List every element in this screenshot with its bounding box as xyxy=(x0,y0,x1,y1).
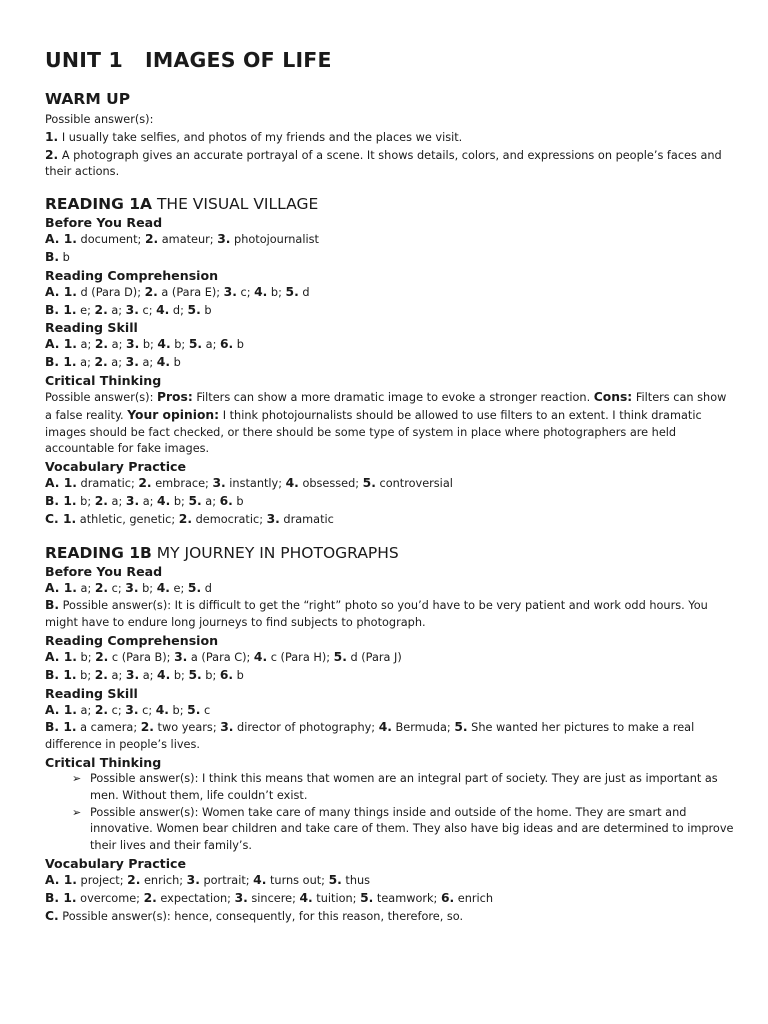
answer-number: A. 1. xyxy=(45,702,77,717)
warm-up-possible: Possible answer(s): xyxy=(45,113,154,126)
answer-number: B. 1. xyxy=(45,355,77,370)
answer-number: 5. xyxy=(187,580,202,595)
answer-number: 3. xyxy=(186,872,200,887)
r1b-skill-b xyxy=(45,719,735,754)
r1b-vocab-a xyxy=(45,872,735,890)
answer-text: a; xyxy=(76,338,95,352)
answer-text: Possible answer(s): hence, consequently, for this reason, therefore, so. xyxy=(58,909,464,923)
item-text: A photograph gives an accurate portrayal of a scene. It shows details, colors, and expressions on people’s faces and their actions. xyxy=(45,148,722,179)
answer-text: teamwork; xyxy=(373,891,441,905)
warm-up-heading: WARM UP xyxy=(45,90,131,108)
r1a-ct-heading: Critical Thinking xyxy=(45,372,162,388)
bullet-text: Possible answer(s): I think this means that women are an integral part of society. They are just as important as men. Without them, life couldn’t exist. xyxy=(90,771,718,802)
answer-number: 4. xyxy=(156,302,170,317)
answer-text: c; xyxy=(138,703,156,717)
r1b-skill-a xyxy=(45,702,735,720)
answer-number: A. 1. xyxy=(45,476,77,491)
answer-number: 3. xyxy=(125,580,139,595)
answer-number: 2. xyxy=(94,355,108,370)
answer-number: 2. xyxy=(138,476,152,491)
r1a-comp-b xyxy=(45,302,735,320)
r1a-vocab-heading: Vocabulary Practice xyxy=(45,459,187,475)
r1a-skill-b xyxy=(45,354,735,372)
answer-number: 5. xyxy=(188,667,202,682)
answer-number: 3. xyxy=(220,720,234,735)
answer-number: 5. xyxy=(333,649,347,664)
answer-number: 2. xyxy=(94,702,109,717)
reading-1a-heading xyxy=(45,194,735,214)
answer-number: 3. xyxy=(126,337,140,352)
answer-number: 4. xyxy=(156,580,170,595)
answer-text: b; xyxy=(201,668,220,682)
answer-text: Possible answer(s): xyxy=(45,390,157,404)
answer-text: project; xyxy=(76,873,128,887)
answer-text: a; xyxy=(108,338,127,352)
unit-title: UNIT 1 IMAGES OF LIFE xyxy=(45,48,332,72)
r1b-skill-heading: Reading Skill xyxy=(45,685,138,701)
r1a-before-heading: Before You Read xyxy=(45,215,163,231)
answer-text: a; xyxy=(107,356,126,370)
answer-text: athletic, genetic; xyxy=(76,512,179,526)
answer-text: overcome; xyxy=(76,891,144,905)
answer-text: b; xyxy=(139,338,158,352)
r1a-ct-paragraph xyxy=(45,389,735,458)
answer-number: 3. xyxy=(212,476,226,491)
answer-number: A. 1. xyxy=(45,649,77,664)
answer-text: d (Para D); xyxy=(76,285,145,299)
answer-number: 6. xyxy=(219,667,234,682)
answer-number: 6. xyxy=(219,493,233,508)
r1a-before-a xyxy=(45,231,735,249)
answer-number: 2. xyxy=(127,872,141,887)
answer-text: document; xyxy=(76,233,145,247)
answer-text: democratic; xyxy=(192,512,267,526)
r1a-before-b xyxy=(45,249,735,267)
answer-number: 5. xyxy=(454,720,468,735)
answer-text: thus xyxy=(341,873,371,887)
item-number: 2. xyxy=(45,147,59,162)
answer-text: Filters can show a more dramatic image to evoke a stronger reaction. xyxy=(192,390,594,404)
answer-text: b; xyxy=(170,668,189,682)
answer-number: 3. xyxy=(125,302,139,317)
list-item xyxy=(72,771,735,805)
answer-number: 2. xyxy=(144,284,158,299)
r1b-comp-heading: Reading Comprehension xyxy=(45,632,219,648)
reading-label: READING 1B xyxy=(45,543,152,562)
r1a-comp-a xyxy=(45,284,735,302)
answer-text: c (Para B); xyxy=(108,650,175,664)
item-text: I usually take selfies, and photos of my friends and the places we visit. xyxy=(58,130,463,144)
answer-text: a; xyxy=(107,303,126,317)
answer-text: a (Para E); xyxy=(157,285,224,299)
answer-text: She wanted her pictures to make a real difference in people’s lives. xyxy=(45,721,695,752)
warm-up-item-2 xyxy=(45,147,735,182)
answer-number: 3. xyxy=(266,511,280,526)
answer-text: b; xyxy=(168,703,188,717)
answer-number: 2. xyxy=(143,890,157,905)
answer-text: dramatic; xyxy=(76,477,139,491)
answer-number: 5. xyxy=(187,302,201,317)
answer-number: 6. xyxy=(219,337,234,352)
warm-up-item-1 xyxy=(45,129,735,147)
answer-text: d xyxy=(201,581,212,595)
answer-number: 3. xyxy=(125,702,139,717)
answer-text: b xyxy=(200,303,212,317)
answer-number: 4. xyxy=(155,702,169,717)
answer-text: a; xyxy=(107,494,126,508)
answer-text: instantly; xyxy=(225,477,286,491)
answer-number: A. 1. xyxy=(45,284,77,299)
answer-text: director of photography; xyxy=(233,721,379,735)
answer-number: B. 1. xyxy=(45,720,77,735)
answer-number: 4. xyxy=(157,493,171,508)
reading-label: READING 1A xyxy=(45,195,153,214)
answer-text: b; xyxy=(170,494,189,508)
answer-number: A. 1. xyxy=(45,337,77,352)
answer-text: embrace; xyxy=(151,477,213,491)
answer-text: e; xyxy=(76,303,95,317)
answer-text: c; xyxy=(236,285,255,299)
answer-text: c; xyxy=(108,703,126,717)
answer-text: amateur; xyxy=(158,233,218,247)
answer-number: 3. xyxy=(125,355,139,370)
answer-number: 4. xyxy=(253,649,268,664)
answer-number: 5. xyxy=(285,284,299,299)
answer-number: 2. xyxy=(94,667,108,682)
bullet-text: Possible answer(s): Women take care of many things inside and outside of the home. They are smart and innovative. Women bear children and take care of them. They also have big ideas and are determined to improve their lives and their family’s. xyxy=(90,805,734,853)
r1b-before-a xyxy=(45,580,735,598)
answer-number: B. xyxy=(45,598,60,613)
answer-number: 4. xyxy=(253,872,267,887)
r1a-vocab-b xyxy=(45,493,735,511)
answer-number: 5. xyxy=(360,890,374,905)
answer-text: d (Para J) xyxy=(346,650,402,664)
answer-text: portrait; xyxy=(199,873,254,887)
answer-text: b xyxy=(232,494,244,508)
answer-text: turns out; xyxy=(266,873,329,887)
answer-number: 5. xyxy=(187,702,201,717)
answer-number: 3. xyxy=(223,284,237,299)
r1a-vocab-a xyxy=(45,475,735,493)
reading-1b-heading xyxy=(45,543,735,563)
r1b-comp-b xyxy=(45,667,735,685)
answer-number: B. xyxy=(45,249,60,264)
answer-number: 5. xyxy=(188,493,202,508)
answer-number: Pros: xyxy=(156,389,193,404)
answer-text: b xyxy=(170,356,181,370)
answer-number: 2. xyxy=(94,580,109,595)
r1b-before-b xyxy=(45,597,735,632)
r1b-vocab-c xyxy=(45,908,735,926)
answer-number: 4. xyxy=(299,890,313,905)
answer-number: 2. xyxy=(94,493,108,508)
answer-number: 2. xyxy=(144,232,159,247)
answer-number: 3. xyxy=(125,667,140,682)
answer-number: 3. xyxy=(217,232,231,247)
answer-number: 4. xyxy=(285,476,299,491)
answer-text: controversial xyxy=(375,477,453,491)
answer-text: b; xyxy=(76,668,95,682)
answer-text: a; xyxy=(139,668,158,682)
answer-text: c; xyxy=(138,303,157,317)
answer-number: 3. xyxy=(234,890,248,905)
answer-text: b; xyxy=(76,494,95,508)
answer-text: c (Para H); xyxy=(267,650,334,664)
answer-number: B. 1. xyxy=(45,890,77,905)
r1b-ct-heading: Critical Thinking xyxy=(45,754,162,770)
answer-number: C. xyxy=(45,908,59,923)
answer-number: 4. xyxy=(156,355,171,370)
r1b-ct-bullet-list xyxy=(45,771,735,855)
answer-number: A. 1. xyxy=(45,872,77,887)
answer-text: a; xyxy=(139,494,158,508)
reading-title: MY JOURNEY IN PHOTOGRAPHS xyxy=(151,543,399,562)
answer-text: d xyxy=(298,285,310,299)
answer-number: 2. xyxy=(94,337,109,352)
answer-number: Cons: xyxy=(593,389,633,404)
answer-text: b; xyxy=(76,650,96,664)
answer-text: c xyxy=(200,703,211,717)
answer-number: 2. xyxy=(140,720,154,735)
r1b-vocab-heading: Vocabulary Practice xyxy=(45,855,187,871)
answer-text: a; xyxy=(138,356,157,370)
answer-text: b xyxy=(59,250,70,264)
answer-text: sincere; xyxy=(247,891,300,905)
answer-number: C. 1. xyxy=(45,511,77,526)
answer-text: I think photojournalists should be allowed to use filters to an extent. I think dramatic images should be fact checked, or there should be some type of system in place where photographers are held accountable for fake images. xyxy=(45,408,702,456)
answer-text: expectation; xyxy=(156,891,235,905)
answer-text: tuition; xyxy=(312,891,361,905)
answer-number: 2. xyxy=(178,511,193,526)
r1a-comp-heading: Reading Comprehension xyxy=(45,267,219,283)
answer-text: a; xyxy=(202,338,220,352)
answer-text: b xyxy=(233,668,244,682)
r1a-skill-heading: Reading Skill xyxy=(45,320,138,336)
answer-number: 4. xyxy=(157,337,171,352)
answer-number: B. 1. xyxy=(45,493,77,508)
answer-text: b; xyxy=(170,338,189,352)
answer-text: c; xyxy=(108,581,126,595)
answer-text: a; xyxy=(76,356,95,370)
r1b-before-heading: Before You Read xyxy=(45,563,163,579)
r1b-vocab-b xyxy=(45,890,735,908)
answer-text: b xyxy=(233,338,244,352)
answer-text: Possible answer(s): It is difficult to get the “right” photo so you’d have to be very patient and work odd hours. You might have to endure long journeys to find subjects to photograph. xyxy=(45,599,708,630)
list-item xyxy=(72,805,735,855)
arrow-bullet-icon: ➢ xyxy=(72,771,82,785)
reading-title: THE VISUAL VILLAGE xyxy=(152,195,319,214)
r1a-skill-a xyxy=(45,336,735,354)
answer-number: 4. xyxy=(157,667,171,682)
answer-text: obsessed; xyxy=(298,477,363,491)
answer-text: a; xyxy=(201,494,220,508)
answer-number: A. 1. xyxy=(45,232,77,247)
answer-text: Bermuda; xyxy=(391,721,455,735)
r1b-comp-a xyxy=(45,649,735,667)
answer-text: enrich; xyxy=(140,873,187,887)
answer-text: a; xyxy=(76,703,95,717)
answer-text: a (Para C); xyxy=(187,650,254,664)
answer-number: Your opinion: xyxy=(127,407,220,422)
answer-number: 2. xyxy=(94,302,108,317)
answer-number: B. 1. xyxy=(45,667,77,682)
answer-key-page xyxy=(45,45,735,925)
answer-number: 4. xyxy=(254,284,268,299)
answer-number: 3. xyxy=(125,493,140,508)
answer-text: enrich xyxy=(454,891,494,905)
arrow-bullet-icon: ➢ xyxy=(72,805,82,819)
answer-text: photojournalist xyxy=(230,233,319,247)
answer-number: B. 1. xyxy=(45,302,77,317)
answer-text: a; xyxy=(107,668,126,682)
answer-text: e; xyxy=(169,581,188,595)
item-number: 1. xyxy=(45,129,59,144)
answer-text: b; xyxy=(267,285,286,299)
answer-number: 6. xyxy=(440,890,455,905)
answer-text: dramatic xyxy=(279,512,334,526)
answer-number: 5. xyxy=(328,872,342,887)
answer-number: 4. xyxy=(378,720,392,735)
answer-number: A. 1. xyxy=(45,580,77,595)
answer-text: d; xyxy=(169,303,188,317)
r1a-vocab-c xyxy=(45,511,735,529)
answer-number: 5. xyxy=(362,476,376,491)
answer-text: a camera; xyxy=(76,721,141,735)
answer-text: Filters can show a false reality. xyxy=(45,390,727,422)
answer-text: a; xyxy=(76,581,95,595)
answer-number: 5. xyxy=(188,337,203,352)
answer-text: two years; xyxy=(153,721,221,735)
answer-number: 2. xyxy=(95,649,109,664)
answer-text: b; xyxy=(138,581,157,595)
answer-number: 3. xyxy=(174,649,188,664)
